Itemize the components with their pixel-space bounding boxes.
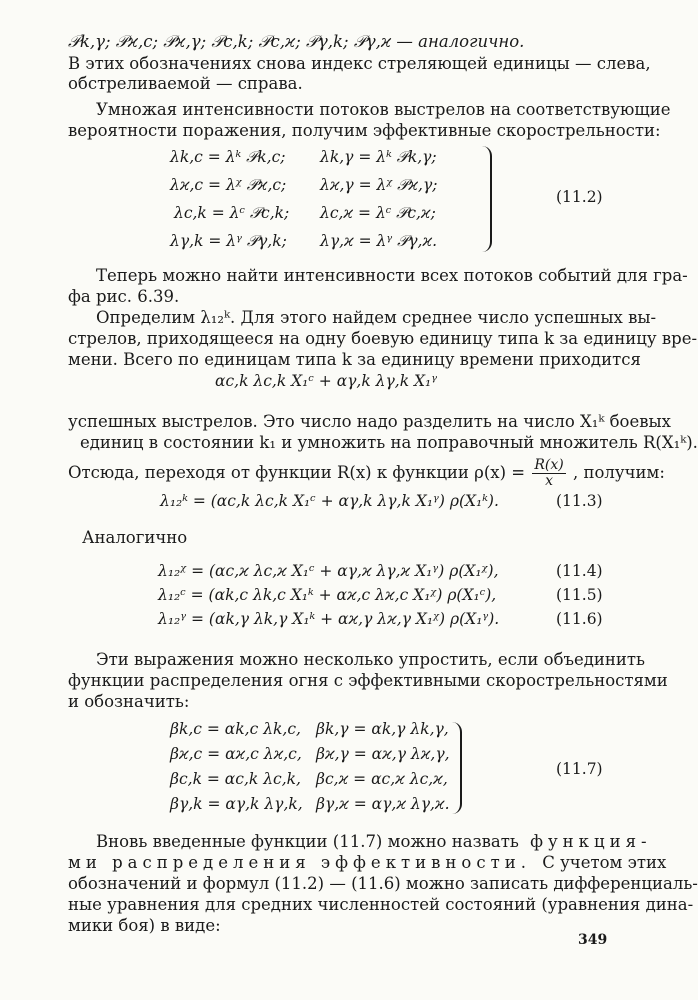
text-line-4: Умножая интенсивности потоков выстрелов на соответствующие: [96, 100, 671, 119]
text-line-18: [96, 832, 652, 852]
text-line-17: и обозначить:: [68, 692, 190, 711]
text-line-14: Аналогично: [82, 528, 188, 547]
eq-11-7-row2-left: βϰ,c = αϰ,c λϰ,c,: [170, 745, 302, 763]
text-line-18-start: Вновь введенные функции (11.7) можно назвать: [96, 832, 519, 851]
text-line-6: Теперь можно найти интенсивности всех потоков событий для гра-: [96, 266, 688, 285]
text-line-1: 𝒫k,γ; 𝒫ϰ,c; 𝒫ϰ,γ; 𝒫c,k; 𝒫c,ϰ; 𝒫γ,k; 𝒫γ,ϰ — аналогично.: [68, 32, 525, 51]
fraction-denominator: x: [545, 473, 554, 489]
text-line-19: [68, 853, 667, 873]
eq-11-4-body: λ₁₂ᵡ = (αc,ϰ λc,ϰ X₁ᶜ + αγ,ϰ λγ,ϰ X₁ᵞ) ρ(X₁ᵡ),: [158, 562, 499, 580]
eq-11-7-row1-right: βk,γ = αk,γ λk,γ,: [316, 720, 449, 738]
eq-11-7-row2-right: βϰ,γ = αϰ,γ λϰ,γ,: [316, 745, 450, 763]
equation-number-11-7: (11.7): [556, 760, 603, 778]
text-line-10: мени. Всего по единицам типа k за единицу времени приходится: [68, 350, 641, 369]
text-line-18-spaced: функция-: [530, 832, 652, 851]
text-line-13: [68, 457, 665, 489]
eq-11-7-row3-left: βc,k = αc,k λc,k,: [170, 770, 301, 788]
expr-successful-shots: αc,k λc,k X₁ᶜ + αγ,k λγ,k X₁ᵞ: [215, 372, 438, 390]
text-line-21: ные уравнения для средних численностей состояний (уравнения дина-: [68, 895, 694, 914]
eq-11-2-row1-left: λk,c = λᵏ 𝒫k,c;: [170, 148, 286, 166]
fraction-rho: [532, 458, 565, 489]
text-line-13-start: Отсюда, переходя от функции R(x) к функции ρ(x) =: [68, 463, 526, 482]
page-number: 349: [578, 932, 608, 948]
eq-11-6-body: λ₁₂ᵞ = (αk,γ λk,γ X₁ᵏ + αϰ,γ λϰ,γ X₁ᵡ) ρ(X₁ᵞ).: [158, 610, 500, 628]
eq-11-5-body: λ₁₂ᶜ = (αk,c λk,c X₁ᵏ + αϰ,c λϰ,c X₁ᵡ) ρ(X₁ᶜ),: [158, 586, 497, 604]
text-line-16: функции распределения огня с эффективными скорострельностями: [68, 671, 668, 690]
text-line-15: Эти выражения можно несколько упростить, если объединить: [96, 650, 646, 669]
equation-block-11-7: [170, 716, 470, 820]
brace-11-7: [452, 722, 462, 814]
equation-number-11-2: (11.2): [556, 188, 603, 206]
text-line-9: стрелов, приходящееся на одну боевую единицу типа k за единицу вре-: [68, 329, 698, 348]
eq-11-2-row1-right: λk,γ = λᵏ 𝒫k,γ;: [320, 148, 437, 166]
equation-number-11-4: (11.4): [556, 562, 603, 580]
equation-number-11-5: (11.5): [556, 586, 603, 604]
text-line-20: обозначений и формул (11.2) — (11.6) можно записать дифференциаль-: [68, 874, 698, 893]
eq-11-2-row2-left: λϰ,c = λᵡ 𝒫ϰ,c;: [170, 176, 287, 194]
equation-number-11-6: (11.6): [556, 610, 603, 628]
text-line-19-end: С учетом этих: [542, 853, 667, 872]
eq-11-2-row3-left: λc,k = λᶜ 𝒫c,k;: [174, 204, 290, 222]
text-line-8: Определим λ₁₂ᵏ. Для этого найдем среднее число успешных вы-: [96, 308, 657, 327]
text-line-13-end: , получим:: [573, 463, 665, 482]
text-line-5: вероятности поражения, получим эффективные скорострельности:: [68, 121, 661, 140]
eq-11-7-row4-right: βγ,ϰ = αγ,ϰ λγ,ϰ.: [316, 795, 450, 813]
eq-11-2-row4-left: λγ,k = λᵞ 𝒫γ,k;: [170, 232, 287, 250]
text-line-3: обстреливаемой — справа.: [68, 74, 303, 93]
eq-11-2-row3-right: λc,ϰ = λᶜ 𝒫c,ϰ;: [320, 204, 436, 222]
text-line-11: успешных выстрелов. Это число надо разделить на число X₁ᵏ боевых: [68, 412, 671, 431]
text-line-2: В этих обозначениях снова индекс стреляющей единицы — слева,: [68, 54, 651, 73]
text-line-22: мики боя) в виде:: [68, 916, 221, 935]
fraction-numerator: R(x): [534, 457, 564, 473]
equation-number-11-3: (11.3): [556, 492, 603, 510]
brace-11-2: [482, 146, 492, 252]
text-line-19-spaced: ми распределения эффективности.: [68, 853, 531, 872]
eq-11-7-row1-left: βk,c = αk,c λk,c,: [170, 720, 301, 738]
text-line-7: фа рис. 6.39.: [68, 287, 180, 306]
text-line-12: единиц в состоянии k₁ и умножить на поправочный множитель R(X₁ᵏ).: [80, 433, 698, 452]
equation-block-11-2: [170, 140, 490, 258]
eq-11-3-body: λ₁₂ᵏ = (αc,k λc,k X₁ᶜ + αγ,k λγ,k X₁ᵞ) ρ(X₁ᵏ).: [160, 492, 499, 510]
eq-11-2-row4-right: λγ,ϰ = λᵞ 𝒫γ,ϰ.: [320, 232, 438, 250]
eq-11-7-row3-right: βc,ϰ = αc,ϰ λc,ϰ,: [316, 770, 448, 788]
eq-11-7-row4-left: βγ,k = αγ,k λγ,k,: [170, 795, 303, 813]
eq-11-2-row2-right: λϰ,γ = λᵡ 𝒫ϰ,γ;: [320, 176, 438, 194]
